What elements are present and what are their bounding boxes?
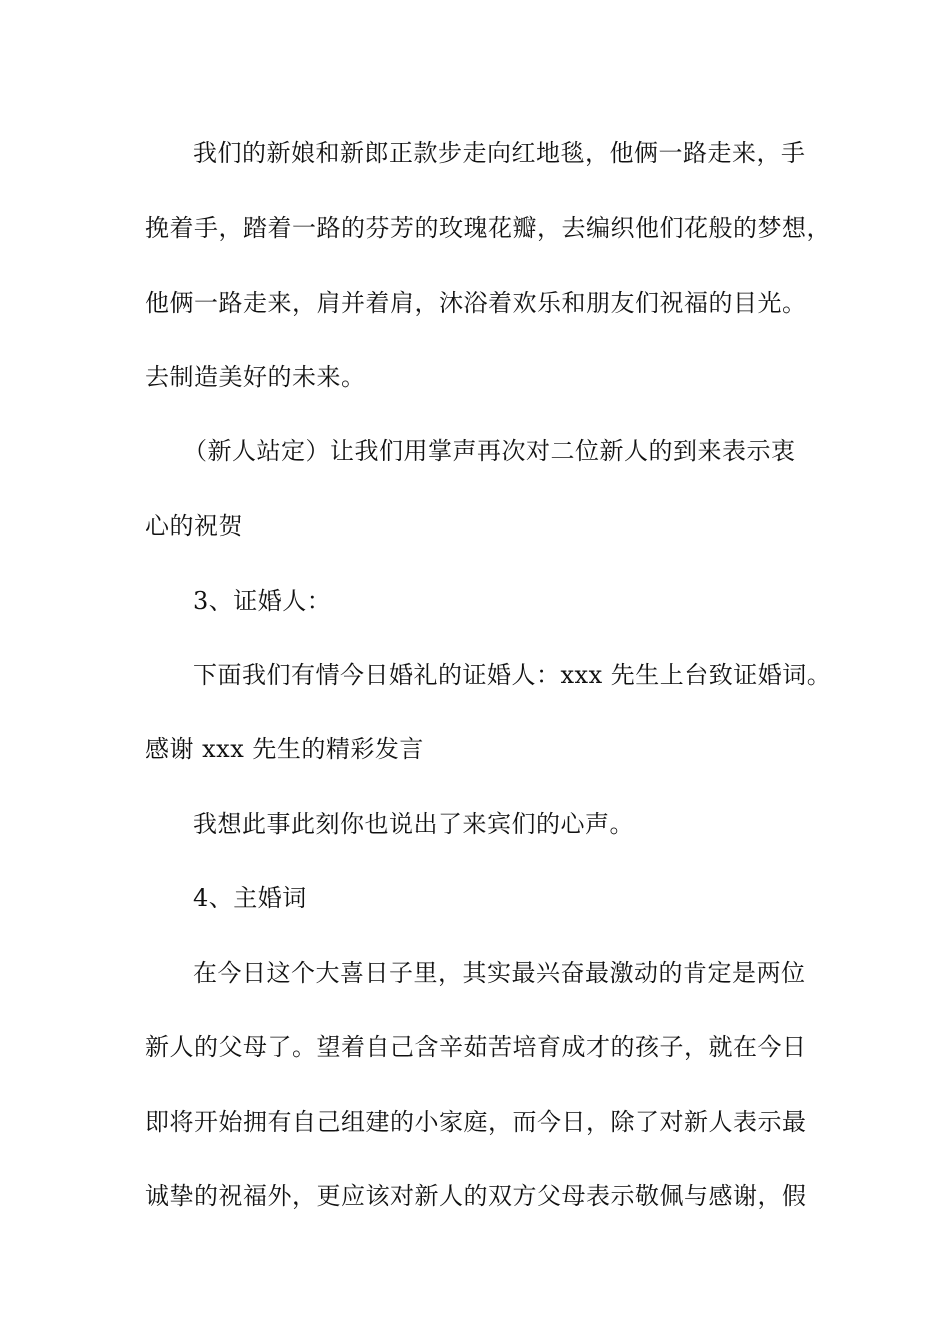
section-heading: 4、主婚词 (193, 884, 307, 912)
paragraph-line: 我想此事此刻你也说出了来宾们的心声。 (193, 810, 634, 838)
paragraph-line: 在今日这个大喜日子里，其实最兴奋最激动的肯定是两位 (193, 959, 806, 987)
paragraph-line: 新人的父母了。望着自己含辛茹苦培育成才的孩子，就在今日 (145, 1033, 807, 1061)
paragraph-line: 我们的新娘和新郎正款步走向红地毯，他俩一路走来，手 (193, 139, 806, 167)
paragraph-line: 即将开始拥有自己组建的小家庭，而今日，除了对新人表示最 (145, 1108, 807, 1136)
paragraph-line: 下面我们有情今日婚礼的证婚人：xxx 先生上台致证婚词。 (193, 661, 832, 689)
paragraph-line: 去制造美好的未来。 (145, 363, 366, 391)
paragraph-line: 感谢 xxx 先生的精彩发言 (145, 735, 424, 763)
paragraph-line: 挽着手，踏着一路的芬芳的玫瑰花瓣，去编织他们花般的梦想， (145, 214, 831, 242)
paragraph-line: 他俩一路走来，肩并着肩，沐浴着欢乐和朋友们祝福的目光。 (145, 289, 807, 317)
section-heading: 3、证婚人： (193, 587, 332, 615)
paragraph-line: （新人站定）让我们用掌声再次对二位新人的到来表示衷 (183, 437, 796, 465)
paragraph-line: 诚挚的祝福外，更应该对新人的双方父母表示敬佩与感谢，假 (145, 1182, 807, 1210)
paragraph-line: 心的祝贺 (145, 512, 243, 540)
